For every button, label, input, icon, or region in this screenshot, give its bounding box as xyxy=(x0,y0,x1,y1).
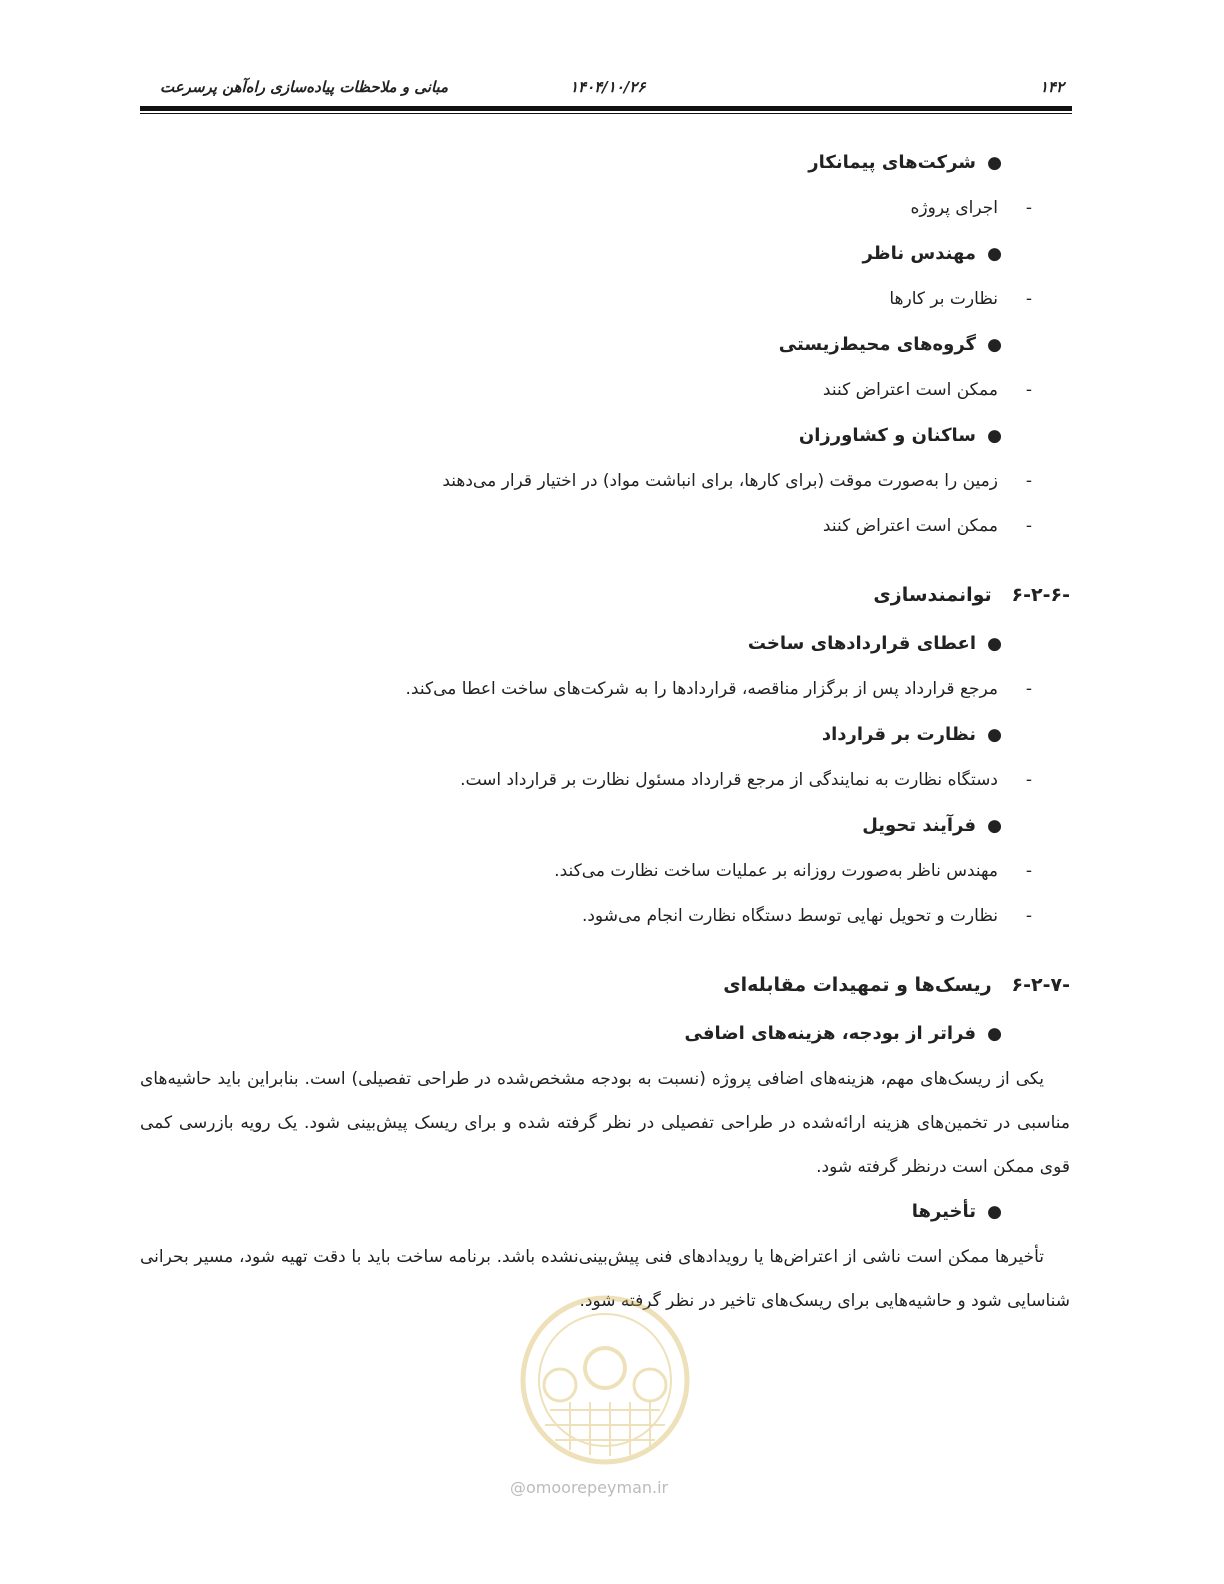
dash-text: نظارت و تحویل نهایی توسط دستگاه نظارت انجام می‌شود. xyxy=(581,906,998,926)
bullet-item xyxy=(140,621,1070,667)
bullet-item xyxy=(140,1189,1070,1235)
watermark-seal xyxy=(500,1290,710,1470)
header-title: مبانی و ملاحظات پیاده‌سازی راه‌آهن پرسرعت xyxy=(160,78,449,96)
bullet-item xyxy=(140,712,1070,758)
dash-text: مرجع قرارداد پس از برگزار مناقصه، قراردادها را به شرکت‌های ساخت اعطا می‌کند. xyxy=(405,679,998,699)
bullet-text: شرکت‌های پیمانکار xyxy=(808,152,976,173)
dash-icon: - xyxy=(1025,289,1032,309)
bullet-item xyxy=(140,413,1070,459)
dash-item xyxy=(140,758,1070,803)
bullet-text: فرآیند تحویل xyxy=(862,815,976,836)
dash-text: دستگاه نظارت به نمایندگی از مرجع قرارداد مسئول نظارت بر قرارداد است. xyxy=(460,770,998,790)
dash-text: اجرای پروژه xyxy=(910,198,998,218)
bullet-icon: ● xyxy=(987,634,1002,654)
dash-icon: - xyxy=(1025,770,1032,790)
header-rule-thin xyxy=(140,113,1072,114)
section-number: ۶-۲-۶- xyxy=(1011,584,1070,606)
bullet-item xyxy=(140,322,1070,368)
dash-icon: - xyxy=(1025,861,1032,881)
dash-icon: - xyxy=(1025,516,1032,536)
bullet-item xyxy=(140,1011,1070,1057)
bullet-text: مهندس ناظر xyxy=(862,243,976,264)
header-rule-thick xyxy=(140,106,1072,111)
bullet-text: اعطای قراردادهای ساخت xyxy=(747,633,976,654)
bullet-icon: ● xyxy=(987,153,1002,173)
dash-icon: - xyxy=(1025,380,1032,400)
dash-text: نظارت بر کارها xyxy=(889,289,998,309)
bullet-icon: ● xyxy=(987,335,1002,355)
dash-item xyxy=(140,186,1070,231)
dash-icon: - xyxy=(1025,198,1032,218)
header-date: ۱۴۰۴/۱۰/۲۶ xyxy=(570,78,646,96)
dash-text: ممکن است اعتراض کنند xyxy=(822,380,998,400)
bullet-icon: ● xyxy=(987,725,1002,745)
bullet-icon: ● xyxy=(987,816,1002,836)
dash-icon: - xyxy=(1025,906,1032,926)
dash-item xyxy=(140,894,1070,939)
dash-icon: - xyxy=(1025,679,1032,699)
bullet-text: نظارت بر قرارداد xyxy=(821,724,976,745)
dash-item xyxy=(140,849,1070,894)
dash-text: زمین را به‌صورت موقت (برای کارها، برای انباشت مواد) در اختیار قرار می‌دهند xyxy=(442,471,998,491)
section-title: توانمندسازی xyxy=(873,584,992,606)
section-number: ۶-۲-۷- xyxy=(1011,974,1070,996)
watermark-url: @omoorepeyman.ir xyxy=(510,1478,669,1497)
paragraph: یکی از ریسک‌های مهم، هزینه‌های اضافی پروژه (نسبت به بودجه مشخص‌شده در طراحی تفصیلی) است. بنابراین باید حاشیه‌های مناسبی در تخمین‌های هزینه ارائه‌شده در طراحی تفصیلی در نظر گرفته شده و برای ریسک پیش‌بینی شود. یک رویه بازرسی کمی قوی ممکن است درنظر گرفته شود. xyxy=(140,1069,1070,1177)
dash-item xyxy=(140,368,1070,413)
page-header xyxy=(140,70,1072,104)
section-heading xyxy=(140,569,1070,621)
bullet-icon: ● xyxy=(987,426,1002,446)
paragraph: تأخیرها ممکن است ناشی از اعتراض‌ها یا رویدادهای فنی پیش‌بینی‌نشده باشد. برنامه ساخت باید با دقت تهیه شود، مسیر بحرانی شناسایی شود و حاشیه‌هایی برای ریسک‌های تاخیر در نظر گرفته شود. xyxy=(140,1247,1070,1311)
bullet-text: فراتر از بودجه، هزینه‌های اضافی xyxy=(684,1023,976,1044)
dash-item xyxy=(140,277,1070,322)
bullet-icon: ● xyxy=(987,1202,1002,1222)
bullet-item xyxy=(140,231,1070,277)
dash-text: ممکن است اعتراض کنند xyxy=(822,516,998,536)
bullet-item xyxy=(140,140,1070,186)
bullet-item xyxy=(140,803,1070,849)
page-number: ۱۴۲ xyxy=(1039,78,1064,96)
dash-item xyxy=(140,459,1070,504)
bullet-text: ساکنان و کشاورزان xyxy=(798,425,976,446)
section-title: ریسک‌ها و تمهیدات مقابله‌ای xyxy=(723,974,992,996)
document-body xyxy=(140,140,1070,1323)
dash-item xyxy=(140,667,1070,712)
bullet-text: گروه‌های محیط‌زیستی xyxy=(778,334,976,355)
bullet-icon: ● xyxy=(987,1024,1002,1044)
dash-icon: - xyxy=(1025,471,1032,491)
bullet-icon: ● xyxy=(987,244,1002,264)
dash-item xyxy=(140,504,1070,549)
section-heading xyxy=(140,959,1070,1011)
bullet-text: تأخیرها xyxy=(911,1201,976,1222)
dash-text: مهندس ناظر به‌صورت روزانه بر عملیات ساخت نظارت می‌کند. xyxy=(554,861,998,881)
